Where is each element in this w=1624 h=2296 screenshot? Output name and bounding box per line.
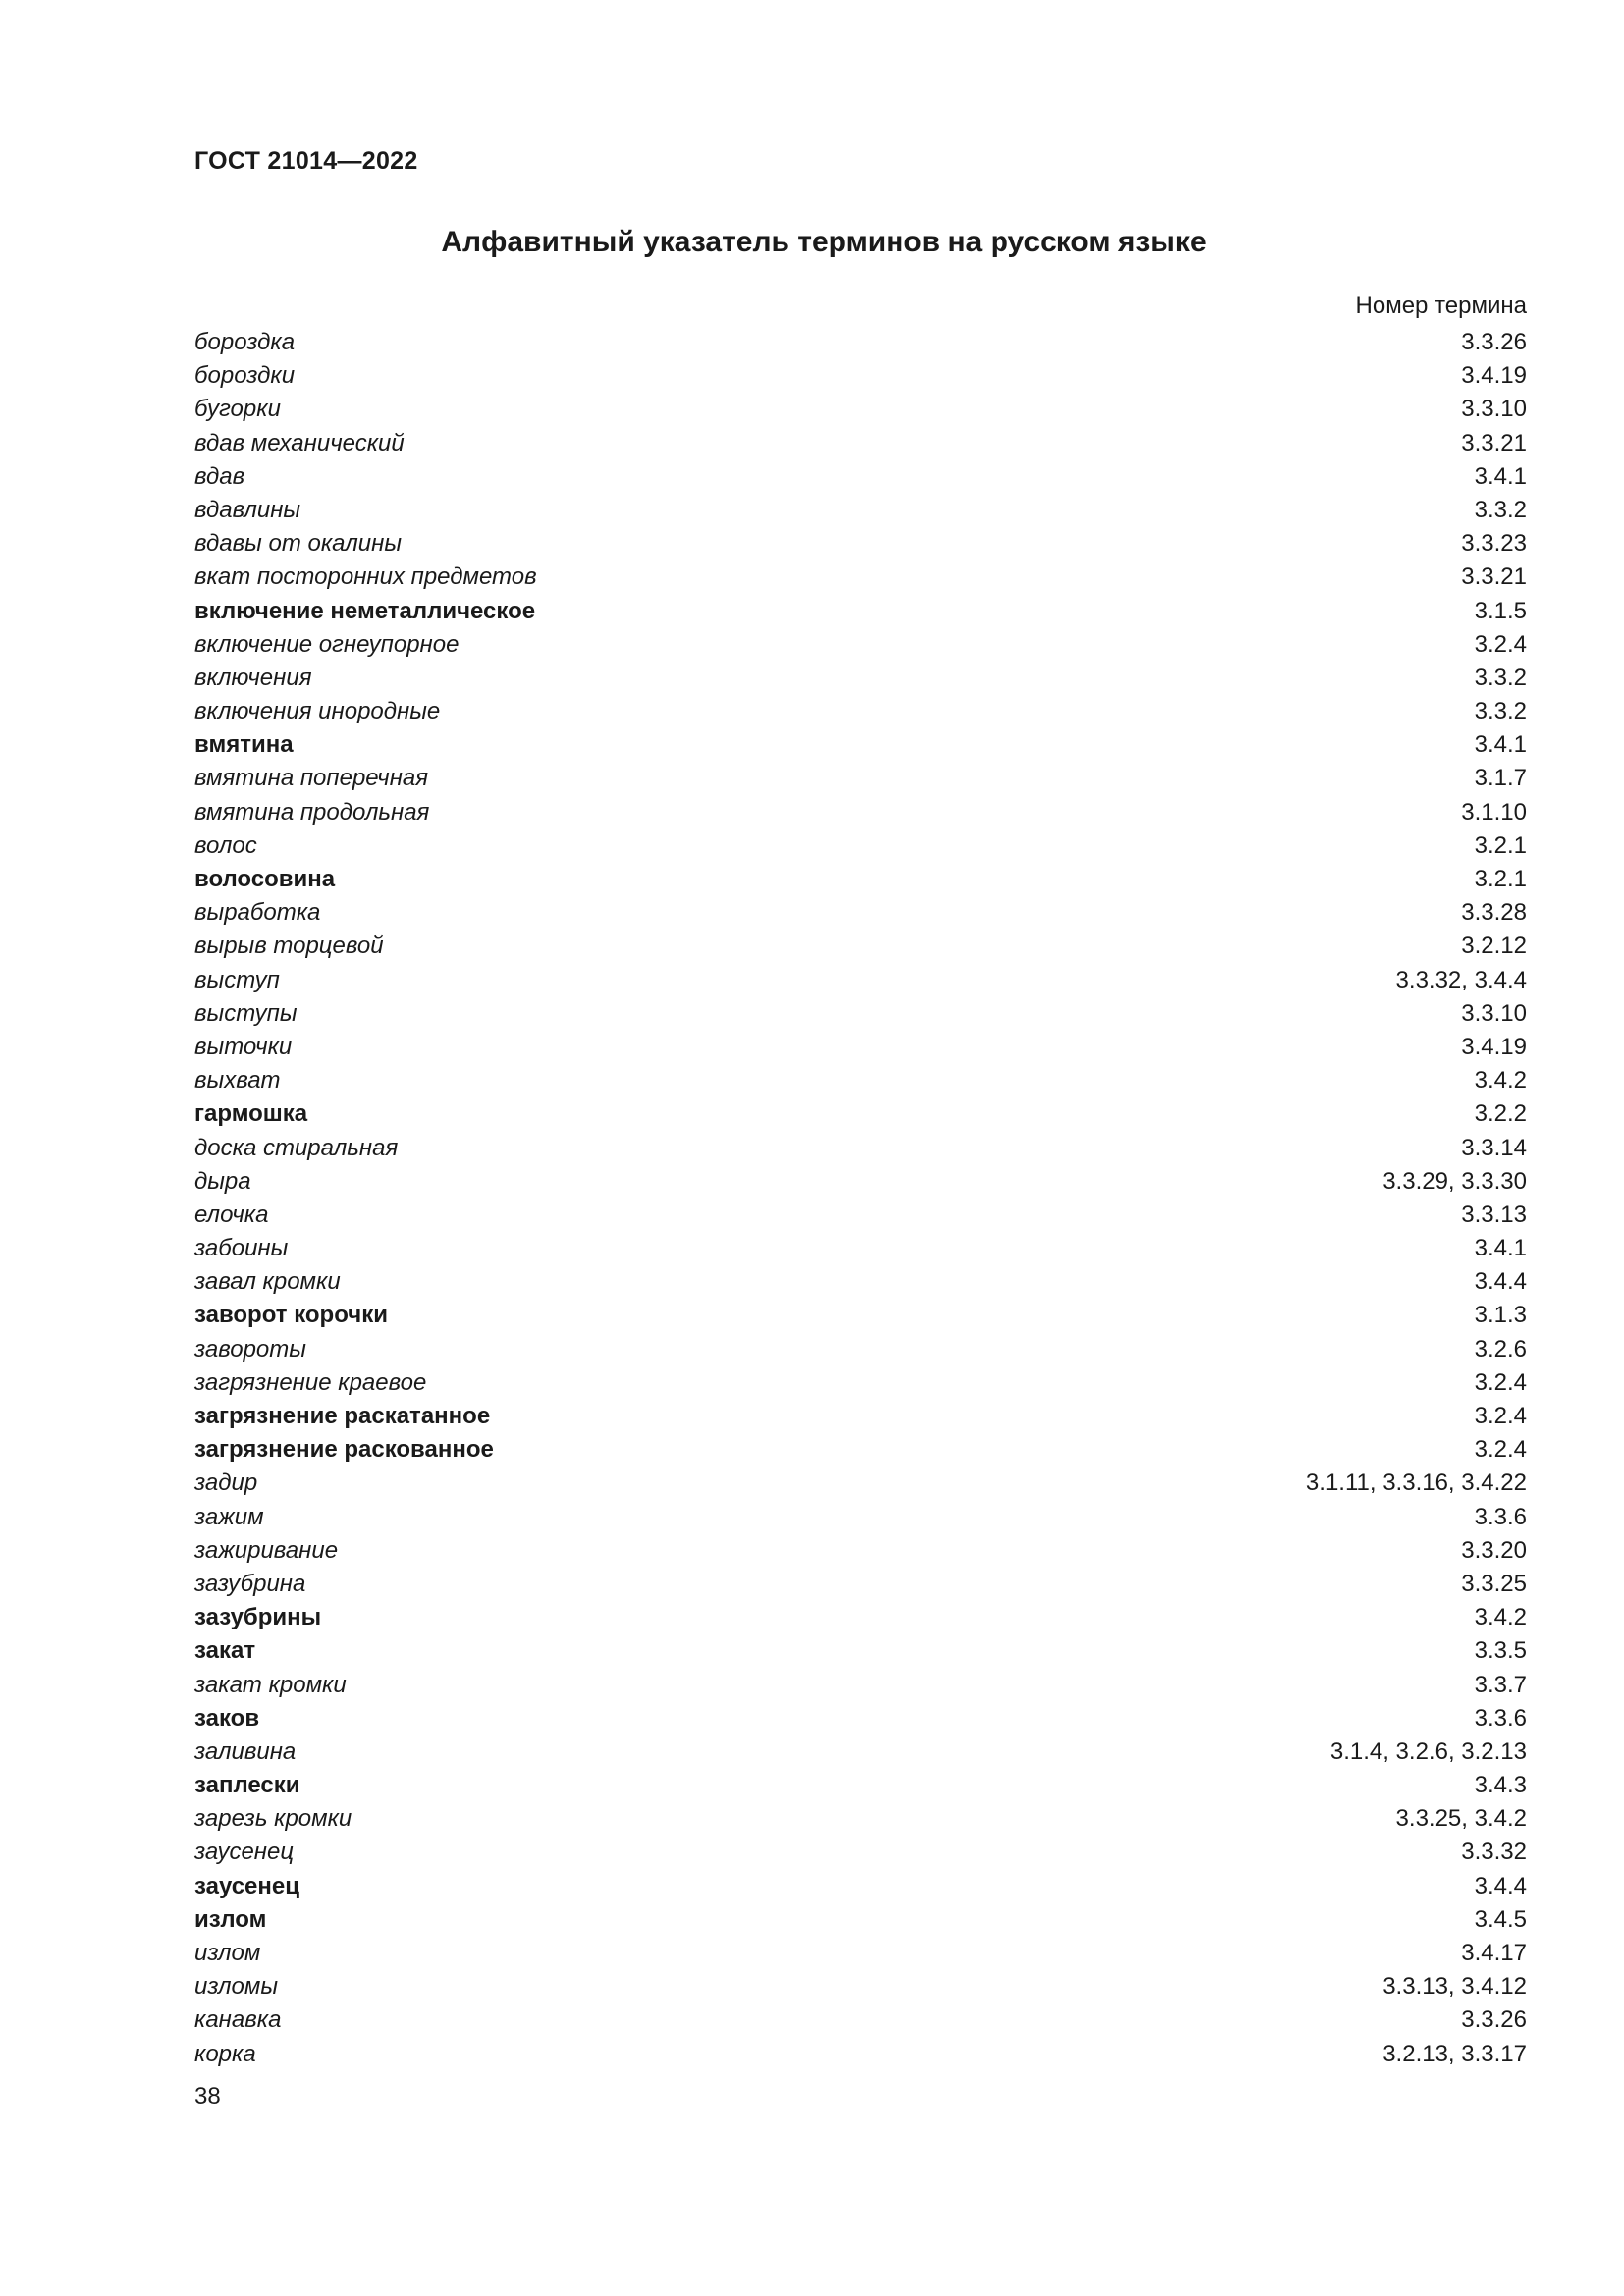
index-term: бугорки	[194, 396, 281, 423]
index-entry	[194, 1501, 1527, 1534]
index-entry	[194, 662, 1527, 695]
index-term-number: 3.3.32	[1461, 1839, 1527, 1866]
index-term-number: 3.2.1	[1474, 831, 1527, 859]
index-term: загрязнение раскованное	[194, 1436, 494, 1464]
index-entry	[194, 1132, 1527, 1165]
index-entry	[194, 829, 1527, 863]
index-entry	[194, 1433, 1527, 1467]
index-term-number: 3.3.7	[1474, 1671, 1527, 1698]
index-term-number: 3.3.10	[1461, 999, 1527, 1027]
index-term-number: 3.4.1	[1474, 1235, 1527, 1262]
index-entry	[194, 1333, 1527, 1366]
index-entry	[194, 1232, 1527, 1265]
index-term-number: 3.3.2	[1474, 664, 1527, 691]
index-term: дыра	[194, 1167, 251, 1195]
index-term-number: 3.2.6	[1474, 1335, 1527, 1362]
index-term: вырыв торцевой	[194, 933, 384, 960]
index-term: забоины	[194, 1235, 289, 1262]
index-term-number: 3.2.4	[1474, 1368, 1527, 1396]
index-term-number: 3.4.2	[1474, 1604, 1527, 1631]
index-term-number: 3.4.19	[1461, 1033, 1527, 1060]
index-term: загрязнение раскатанное	[194, 1403, 491, 1429]
index-term: гармошка	[194, 1100, 308, 1128]
index-entry	[194, 762, 1527, 795]
index-term-number: 3.1.10	[1461, 798, 1527, 826]
index-term-number: 3.2.4	[1474, 1436, 1527, 1464]
index-entry	[194, 997, 1527, 1031]
index-term: заусенец	[194, 1872, 300, 1899]
index-term: выточки	[194, 1033, 293, 1060]
index-entry	[194, 494, 1527, 527]
index-entry	[194, 1265, 1527, 1299]
index-term: доска стиральная	[194, 1134, 399, 1161]
index-term-number: 3.4.1	[1474, 462, 1527, 490]
index-term-number: 3.1.4, 3.2.6, 3.2.13	[1329, 1737, 1527, 1765]
index-entry	[194, 1400, 1527, 1433]
index-term-number: 3.3.6	[1474, 1704, 1527, 1732]
index-term: излом	[194, 1905, 267, 1933]
index-entry	[194, 796, 1527, 829]
index-entry	[194, 1031, 1527, 1064]
index-term-number: 3.3.2	[1474, 496, 1527, 523]
index-term-number: 3.2.4	[1474, 630, 1527, 658]
index-entry	[194, 1601, 1527, 1634]
index-term: вмятина	[194, 731, 294, 759]
index-term: изломы	[194, 1973, 278, 2001]
index-entry	[194, 1199, 1527, 1232]
index-term-number: 3.1.11, 3.3.16, 3.4.22	[1305, 1469, 1527, 1497]
index-entry	[194, 2003, 1527, 2037]
index-entry	[194, 1669, 1527, 1702]
index-entry	[194, 1937, 1527, 1970]
index-term: канавка	[194, 2006, 282, 2034]
index-term: зажим	[194, 1503, 264, 1530]
index-term-number: 3.3.10	[1461, 396, 1527, 423]
index-term: зазубрины	[194, 1604, 322, 1631]
index-term: заков	[194, 1704, 260, 1732]
index-term-number: 3.3.25	[1461, 1570, 1527, 1597]
page-number: 38	[194, 2083, 221, 2109]
index-term-number: 3.4.19	[1461, 362, 1527, 390]
index-term-number: 3.3.6	[1474, 1503, 1527, 1530]
index-entry	[194, 1568, 1527, 1601]
index-term-number: 3.2.12	[1461, 933, 1527, 960]
index-term-number: 3.3.13	[1461, 1201, 1527, 1228]
index-entry	[194, 930, 1527, 963]
index-term-number: 3.2.4	[1474, 1403, 1527, 1429]
index-term-number: 3.3.20	[1461, 1536, 1527, 1564]
index-term: закат	[194, 1637, 256, 1665]
index-term-number: 3.3.14	[1461, 1134, 1527, 1161]
index-entry	[194, 427, 1527, 460]
index-term: заусенец	[194, 1839, 295, 1866]
index-term: включение неметаллическое	[194, 597, 536, 624]
index-entry	[194, 1802, 1527, 1836]
index-entry	[194, 1534, 1527, 1568]
index-term-number: 3.2.2	[1474, 1100, 1527, 1128]
index-entry	[194, 1097, 1527, 1131]
index-term-number: 3.3.5	[1474, 1637, 1527, 1665]
index-term-number: 3.4.17	[1461, 1940, 1527, 1966]
index-term: зазубрина	[194, 1570, 306, 1597]
index-entry	[194, 1467, 1527, 1500]
index-term-number: 3.3.13, 3.4.12	[1382, 1973, 1527, 2001]
index-term: выступ	[194, 966, 280, 993]
index-entry	[194, 1366, 1527, 1400]
index-entry	[194, 1903, 1527, 1937]
index-term-number: 3.4.3	[1474, 1772, 1527, 1799]
index-term: вдавлины	[194, 496, 301, 523]
index-term: вмятина поперечная	[194, 765, 429, 792]
index-entry	[194, 359, 1527, 393]
index-term-number: 3.3.25, 3.4.2	[1395, 1805, 1527, 1833]
index-entry	[194, 561, 1527, 594]
index-entry	[194, 863, 1527, 896]
index-term-number: 3.4.2	[1474, 1067, 1527, 1095]
index-term: задир	[194, 1469, 258, 1497]
index-term: корка	[194, 2040, 256, 2067]
index-entry	[194, 1299, 1527, 1332]
index-term: закат кромки	[194, 1671, 347, 1698]
index-term-number: 3.3.21	[1461, 429, 1527, 456]
index-term-number: 3.1.3	[1474, 1302, 1527, 1329]
index-term: бороздка	[194, 329, 296, 355]
index-term-number: 3.1.7	[1474, 765, 1527, 792]
index-term: бороздки	[194, 362, 296, 390]
index-term-number: 3.3.26	[1461, 2006, 1527, 2034]
index-term: зарезь кромки	[194, 1805, 352, 1833]
index-entry	[194, 1970, 1527, 2003]
page-title: Алфавитный указатель терминов на русском языке	[441, 226, 1207, 258]
index-entry	[194, 628, 1527, 662]
index-entry	[194, 695, 1527, 728]
index-term-number: 3.2.1	[1474, 866, 1527, 892]
index-entry	[194, 1836, 1527, 1869]
column-header-term-number: Номер термина	[1355, 293, 1527, 319]
index-term: заворот корочки	[194, 1302, 388, 1329]
index-term-number: 3.3.26	[1461, 329, 1527, 355]
index-term: волос	[194, 831, 257, 859]
index-term-number: 3.4.4	[1474, 1872, 1527, 1899]
index-entry	[194, 728, 1527, 762]
index-term: заливина	[194, 1737, 297, 1765]
index-term-number: 3.3.21	[1461, 563, 1527, 591]
index-term: загрязнение краевое	[194, 1368, 427, 1396]
index-term: вдав	[194, 462, 245, 490]
index-entry	[194, 393, 1527, 426]
index-term: вкат посторонних предметов	[194, 563, 537, 591]
index-term-number: 3.3.2	[1474, 698, 1527, 725]
index-term-number: 3.1.5	[1474, 597, 1527, 624]
index-entry	[194, 527, 1527, 561]
index-entry	[194, 1735, 1527, 1769]
index-term: зажиривание	[194, 1536, 339, 1564]
document-code: ГОСТ 21014—2022	[194, 147, 418, 175]
index-term: вдав механический	[194, 429, 405, 456]
index-entry	[194, 326, 1527, 359]
index-entry	[194, 896, 1527, 930]
index-term: заплески	[194, 1772, 300, 1799]
index-term: включение огнеупорное	[194, 630, 460, 658]
index-term-number: 3.3.23	[1461, 530, 1527, 558]
index-term: елочка	[194, 1201, 269, 1228]
term-index-list	[194, 326, 1527, 2071]
index-term: вмятина продольная	[194, 798, 430, 826]
index-term: завал кромки	[194, 1268, 341, 1296]
index-term-number: 3.4.5	[1474, 1905, 1527, 1933]
index-entry	[194, 1165, 1527, 1199]
index-term-number: 3.3.29, 3.3.30	[1382, 1167, 1527, 1195]
index-term: включения	[194, 664, 312, 691]
index-entry	[194, 595, 1527, 628]
index-term: вдавы от окалины	[194, 530, 402, 558]
index-term-number: 3.4.4	[1474, 1268, 1527, 1296]
index-term: включения инородные	[194, 698, 441, 725]
index-term: выработка	[194, 899, 321, 927]
index-term: волосовина	[194, 866, 336, 892]
index-term: завороты	[194, 1335, 306, 1362]
index-entry	[194, 1702, 1527, 1735]
index-term-number: 3.4.1	[1474, 731, 1527, 759]
index-term-number: 3.2.13, 3.3.17	[1382, 2040, 1527, 2067]
index-entry	[194, 964, 1527, 997]
index-term: излом	[194, 1940, 261, 1966]
index-term: выхват	[194, 1067, 281, 1095]
index-entry	[194, 1769, 1527, 1802]
index-entry	[194, 460, 1527, 494]
index-term: выступы	[194, 999, 298, 1027]
index-entry	[194, 2038, 1527, 2071]
index-entry	[194, 1634, 1527, 1668]
index-term-number: 3.3.28	[1461, 899, 1527, 927]
index-term-number: 3.3.32, 3.4.4	[1395, 966, 1527, 993]
index-entry	[194, 1064, 1527, 1097]
index-entry	[194, 1870, 1527, 1903]
